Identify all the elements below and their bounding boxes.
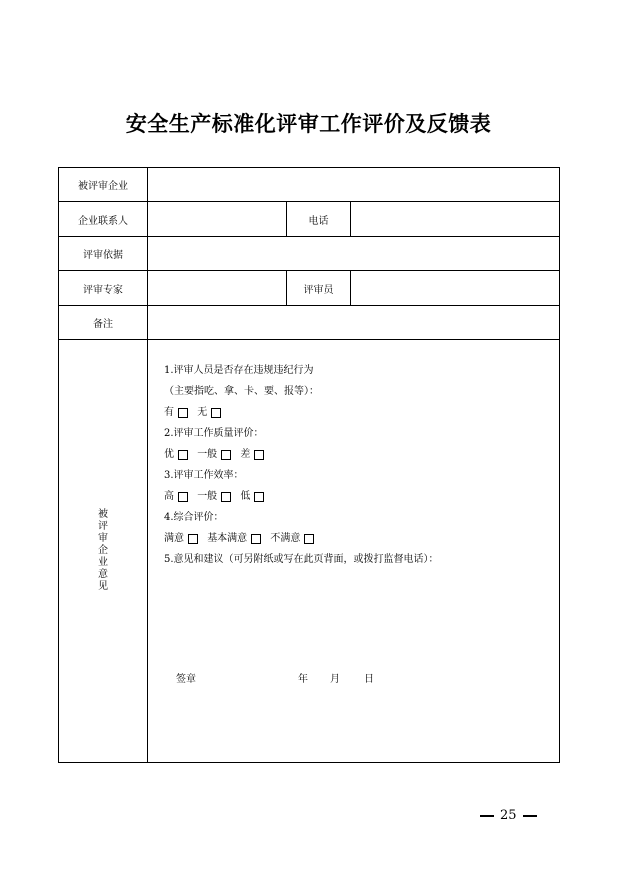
q3-text: 3.评审工作效率： (164, 470, 244, 481)
day-label: 日 (364, 674, 374, 685)
q2-option-excellent: 优 (164, 449, 174, 460)
company-field[interactable] (148, 168, 560, 202)
q1-checkbox-no[interactable] (211, 408, 221, 418)
q1-note: （主要指吃、拿、卡、要、报等）： (164, 386, 319, 397)
q4-checkbox-satisfied[interactable] (188, 534, 198, 544)
q2-checkbox-average[interactable] (221, 450, 231, 460)
q5-text: 5.意见和建议（可另附纸或写在此页背面，或拨打监督电话）： (164, 554, 439, 565)
remark-field[interactable] (148, 306, 560, 340)
q1-checkbox-yes[interactable] (178, 408, 188, 418)
q4-text: 4.综合评价： (164, 512, 224, 523)
contact-label: 企业联系人 (59, 202, 148, 237)
q3-option-average: 一般 (197, 491, 218, 502)
expert-label: 评审专家 (59, 271, 148, 306)
q2-option-poor: 差 (240, 449, 251, 460)
page-number-text: 25 (500, 808, 517, 823)
q2-checkbox-poor[interactable] (254, 450, 264, 460)
q4-checkbox-unsatisfied[interactable] (304, 534, 314, 544)
q4-option-satisfied: 满意 (164, 533, 184, 544)
sign-label: 签章 (176, 674, 196, 685)
remark-label: 备注 (59, 306, 148, 340)
q4-checkbox-basic[interactable] (251, 534, 261, 544)
q1-text: 1.评审人员是否存在违规违纪行为 (164, 365, 314, 376)
reviewer-field[interactable] (351, 271, 560, 306)
opinion-cell (148, 340, 560, 763)
basis-field[interactable] (148, 237, 560, 271)
q3-checkbox-low[interactable] (254, 492, 264, 502)
q1-option-yes: 有 (164, 407, 174, 418)
q3-option-high: 高 (164, 491, 174, 502)
q3-options (164, 486, 559, 507)
q2-options (164, 444, 559, 465)
q3-checkbox-high[interactable] (178, 492, 188, 502)
basis-label: 评审依据 (59, 237, 148, 271)
phone-label: 电话 (287, 202, 351, 237)
contact-field[interactable] (148, 202, 287, 237)
company-label: 被评审企业 (59, 168, 148, 202)
month-label: 月 (330, 674, 340, 685)
dash-left (480, 815, 494, 817)
reviewer-label: 评审员 (287, 271, 351, 306)
q1-option-no: 无 (197, 407, 208, 418)
dash-right (523, 815, 537, 817)
opinion-label: 被评审企业意见 (98, 509, 108, 592)
q2-checkbox-excellent[interactable] (178, 450, 188, 460)
q2-option-average: 一般 (197, 449, 218, 460)
year-label: 年 (298, 674, 308, 685)
q1-options (164, 402, 559, 423)
phone-field[interactable] (351, 202, 560, 237)
q4-options (164, 528, 559, 549)
q4-option-unsatisfied: 不满意 (270, 533, 301, 544)
feedback-form-table (58, 167, 560, 763)
q2-text: 2.评审工作质量评价： (164, 428, 264, 439)
expert-field[interactable] (148, 271, 287, 306)
page-title: 安全生产标准化评审工作评价及反馈表 (125, 112, 492, 136)
q3-option-low: 低 (240, 491, 251, 502)
q4-option-basic: 基本满意 (207, 533, 248, 544)
page-number (480, 808, 537, 823)
opinion-label-cell (59, 340, 148, 763)
q3-checkbox-average[interactable] (221, 492, 231, 502)
